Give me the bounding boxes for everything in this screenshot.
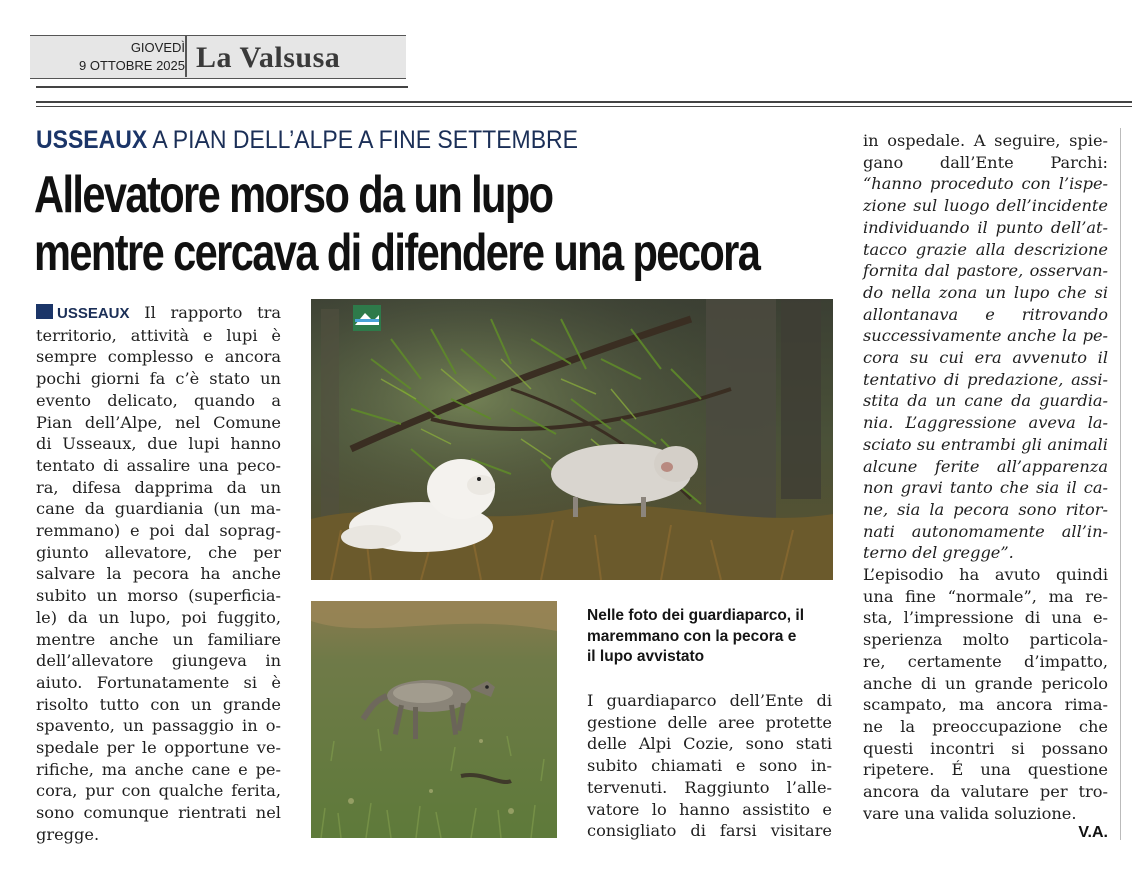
column-divider [1120,128,1121,840]
article-column-1 [36,302,281,846]
column-line: spavento, un passaggio in o- [36,716,281,736]
column-line: ra, difesa dapprima da un [36,477,281,497]
column-line: rifiche, ma anche cane e pe- [36,759,281,779]
column-line: giunto allevatore, che per [36,542,281,562]
column-line: delle Alpi Cozie, sono stati [587,734,832,754]
masthead-divider [185,36,187,77]
article-column-3 [863,130,1108,825]
column-line: ne la preoccupazione che [863,716,1108,736]
column-line: gano dall’Ente Parchi: [863,152,1108,172]
quote-line: tacco grazie alla descrizione [863,239,1108,259]
article-column-2 [587,690,832,842]
column-line: in ospedale. A seguire, spie- [863,131,1108,150]
quote-line: successivamente anche la pe- [863,326,1108,346]
column-line: una fine “normale”, ma re- [863,586,1108,606]
quote-line: do nella zona un lupo che si [863,282,1108,302]
column-line: gregge. [36,824,100,844]
lead-place: USSEAUX [57,305,130,322]
lead-text: Il rapporto tra [129,303,281,322]
headline-line: mentre cercava di difendere una pecora [34,224,760,282]
quote-line: stita da un cane da guardia- [863,391,1108,411]
column-line: remmano) e poi dal soprag- [36,521,281,541]
column-line: I guardiaparco dell’Ente di [587,691,832,710]
column-line: questi incontri si possano [863,738,1108,758]
column-line: anche di un grande pericolo [863,673,1108,693]
column-line: mentre anche un familiare [36,629,281,649]
column-line: sperienza molto particola- [863,630,1108,650]
article-headline [34,166,760,282]
column-line: vatore lo hanno assistito e [587,799,832,819]
photo-wolf [311,601,557,838]
column-line: ripetere. É una questione [863,760,1108,780]
column-line: Pian dell’Alpe, nel Comune [36,412,281,432]
column-line: dell’allevatore giungeva in [36,651,281,671]
quote-line: individuando il punto dell’at- [863,217,1108,237]
column-line: di Usseaux, due lupi hanno [36,434,281,454]
column-line: subito un morso (superficia- [36,586,281,606]
quote-line: cora su cui era avvenuto il [863,348,1108,368]
masthead [30,35,406,79]
column-line: spedale per le opportune ve- [36,738,281,758]
kicker-place: USSEAUX [36,126,148,154]
column-line: sempre complesso e ancora [36,347,281,367]
quote-line: ne, sia la pecora sono ritor- [863,499,1108,519]
quote-line: nia. L’aggressione aveva la- [863,413,1108,433]
headline-line: Allevatore morso da un lupo [34,166,553,224]
column-line: salvare la pecora ha anche [36,564,281,584]
column-line: vare una valida soluzione. [863,803,1077,823]
quote-line: alcune ferite all’apparenza [863,456,1108,476]
quote-line: terno del gregge”. [863,543,1014,563]
column-line: tervenuti. Raggiunto l’alle- [587,777,832,797]
column-line: consigliato di farsi visitare [587,821,832,841]
quote-line: “hanno proceduto con l’ispe- [863,174,1108,194]
article-kicker [36,124,578,156]
column-line: ancora da valutare per tro- [863,782,1108,802]
column-line: evento delicato, quando a [36,390,281,410]
column-line: re, certamente d’impatto, [863,651,1108,671]
column-line: tentato di assalire una peco- [36,455,281,475]
masthead-weekday: GIOVEDÌ [130,40,185,55]
photo-dog-and-sheep [311,299,833,580]
masthead-underline [36,86,408,88]
kicker-text: A PIAN DELL’ALPE A FINE SETTEMBRE [152,126,578,154]
quote-line: fornita dal pastore, osservan- [863,261,1108,281]
quote-line: non gravi tanto che sia il ca- [863,478,1108,498]
column-line: territorio, attività e lupi è [36,325,281,345]
column-line: sta, l’impressione di una e- [863,608,1108,628]
column-line: scampato, ma ancora rima- [863,695,1108,715]
column-line: risolto tutto con un grande [36,694,281,714]
column-line: sono comunque rientrati nel [36,803,281,823]
quote-line: allontanava e ritrovando [863,304,1108,324]
column-line: L’episodio ha avuto quindi [863,565,1108,585]
caption-line: il lupo avvistato [587,648,705,665]
caption-line: maremmano con la pecora e [587,627,797,645]
column-line: cora, pur con qualche ferita, [36,781,281,801]
photo-caption [587,606,832,668]
caption-line: Nelle foto dei guardiaparco, il [587,607,805,624]
section-square-icon [36,304,53,319]
author-signature: V.A. [1078,824,1108,841]
column-line: cane da guardiania (un ma- [36,499,281,519]
newspaper-logo: La Valsusa [196,41,341,74]
column-line: gestione delle aree protette [587,712,832,732]
column-line: le) da un lupo, poi fuggito, [36,607,281,627]
column-line: aiuto. Fortunatamente si è [36,672,281,692]
column-line: pochi giorni fa c’è stato un [36,369,281,389]
quote-line: tentativo di predazione, assi- [863,369,1108,389]
masthead-full-date: 9 OTTOBRE 2025 [79,58,185,73]
quote-line: zione sul luogo dell’incidente [863,196,1108,216]
page-rule-bottom [36,106,1132,107]
column-line [36,302,281,325]
page-rule-top [36,101,1132,103]
column-line: subito chiamati e sono in- [587,756,832,776]
quote-line: sciato su entrambi gli animali [863,434,1108,454]
quote-line: nati autonomamente all’in- [863,521,1108,541]
masthead-date [30,36,185,77]
